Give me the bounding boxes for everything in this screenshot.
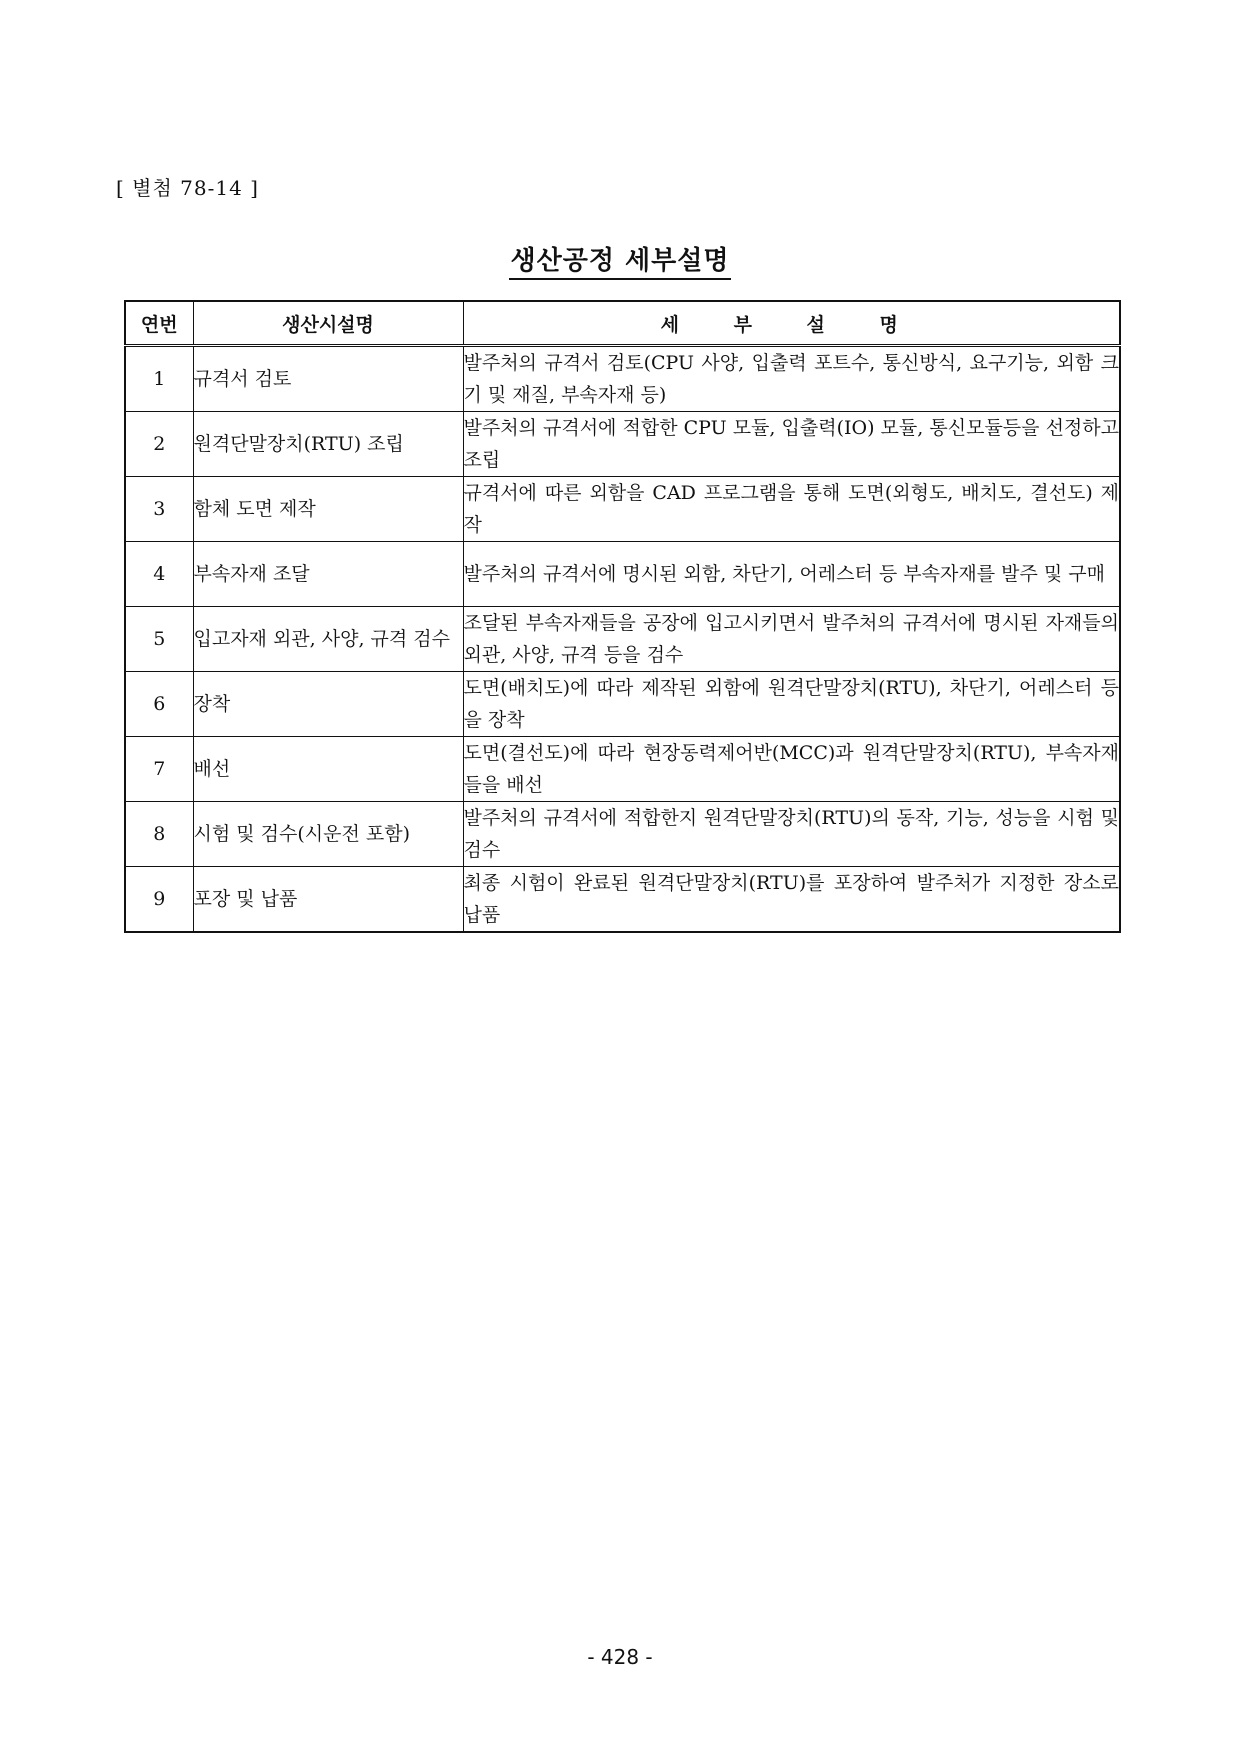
row-detail: 발주처의 규격서에 명시된 외함, 차단기, 어레스터 등 부속자재를 발주 및 구매	[463, 542, 1120, 607]
row-facility: 원격단말장치(RTU) 조립	[193, 412, 463, 477]
page-number: - 428 -	[587, 1645, 653, 1669]
table-row	[125, 737, 1120, 802]
document-title-text: 생산공정 세부설명	[509, 246, 732, 280]
row-facility: 장착	[193, 672, 463, 737]
row-detail: 규격서에 따른 외함을 CAD 프로그램을 통해 도면(외형도, 배치도, 결선도) 제작	[463, 477, 1120, 542]
table-row	[125, 607, 1120, 672]
table-row	[125, 672, 1120, 737]
row-no: 4	[125, 542, 193, 607]
row-detail: 도면(결선도)에 따라 현장동력제어반(MCC)과 원격단말장치(RTU), 부속자재들을 배선	[463, 737, 1120, 802]
row-no: 3	[125, 477, 193, 542]
process-table	[124, 300, 1121, 933]
table-row	[125, 412, 1120, 477]
row-no: 9	[125, 867, 193, 933]
row-facility: 입고자재 외관, 사양, 규격 검수	[193, 607, 463, 672]
annex-label: [ 별첨 78-14 ]	[116, 176, 259, 200]
table-header-row	[125, 301, 1120, 346]
row-facility: 시험 및 검수(시운전 포함)	[193, 802, 463, 867]
row-detail: 발주처의 규격서 검토(CPU 사양, 입출력 포트수, 통신방식, 요구기능, 외함 크기 및 재질, 부속자재 등)	[463, 346, 1120, 412]
row-detail: 최종 시험이 완료된 원격단말장치(RTU)를 포장하여 발주처가 지정한 장소로 납품	[463, 867, 1120, 933]
header-facility: 생산시설명	[193, 301, 463, 346]
row-facility: 규격서 검토	[193, 346, 463, 412]
table-row	[125, 542, 1120, 607]
table-row	[125, 477, 1120, 542]
table-row	[125, 867, 1120, 933]
row-facility: 포장 및 납품	[193, 867, 463, 933]
table-row	[125, 346, 1120, 412]
row-detail: 발주처의 규격서에 적합한 CPU 모듈, 입출력(IO) 모듈, 통신모듈등을 선정하고 조립	[463, 412, 1120, 477]
row-facility: 함체 도면 제작	[193, 477, 463, 542]
row-detail: 조달된 부속자재들을 공장에 입고시키면서 발주처의 규격서에 명시된 자재들의 외관, 사양, 규격 등을 검수	[463, 607, 1120, 672]
header-detail: 세 부 설 명	[463, 301, 1120, 346]
table-row	[125, 802, 1120, 867]
row-no: 7	[125, 737, 193, 802]
row-facility: 배선	[193, 737, 463, 802]
row-detail: 도면(배치도)에 따라 제작된 외함에 원격단말장치(RTU), 차단기, 어레스터 등을 장착	[463, 672, 1120, 737]
row-no: 8	[125, 802, 193, 867]
row-no: 2	[125, 412, 193, 477]
header-no: 연번	[125, 301, 193, 346]
row-facility: 부속자재 조달	[193, 542, 463, 607]
document-title	[0, 240, 1240, 277]
row-no: 6	[125, 672, 193, 737]
row-no: 1	[125, 346, 193, 412]
row-detail: 발주처의 규격서에 적합한지 원격단말장치(RTU)의 동작, 기능, 성능을 시험 및 검수	[463, 802, 1120, 867]
row-no: 5	[125, 607, 193, 672]
